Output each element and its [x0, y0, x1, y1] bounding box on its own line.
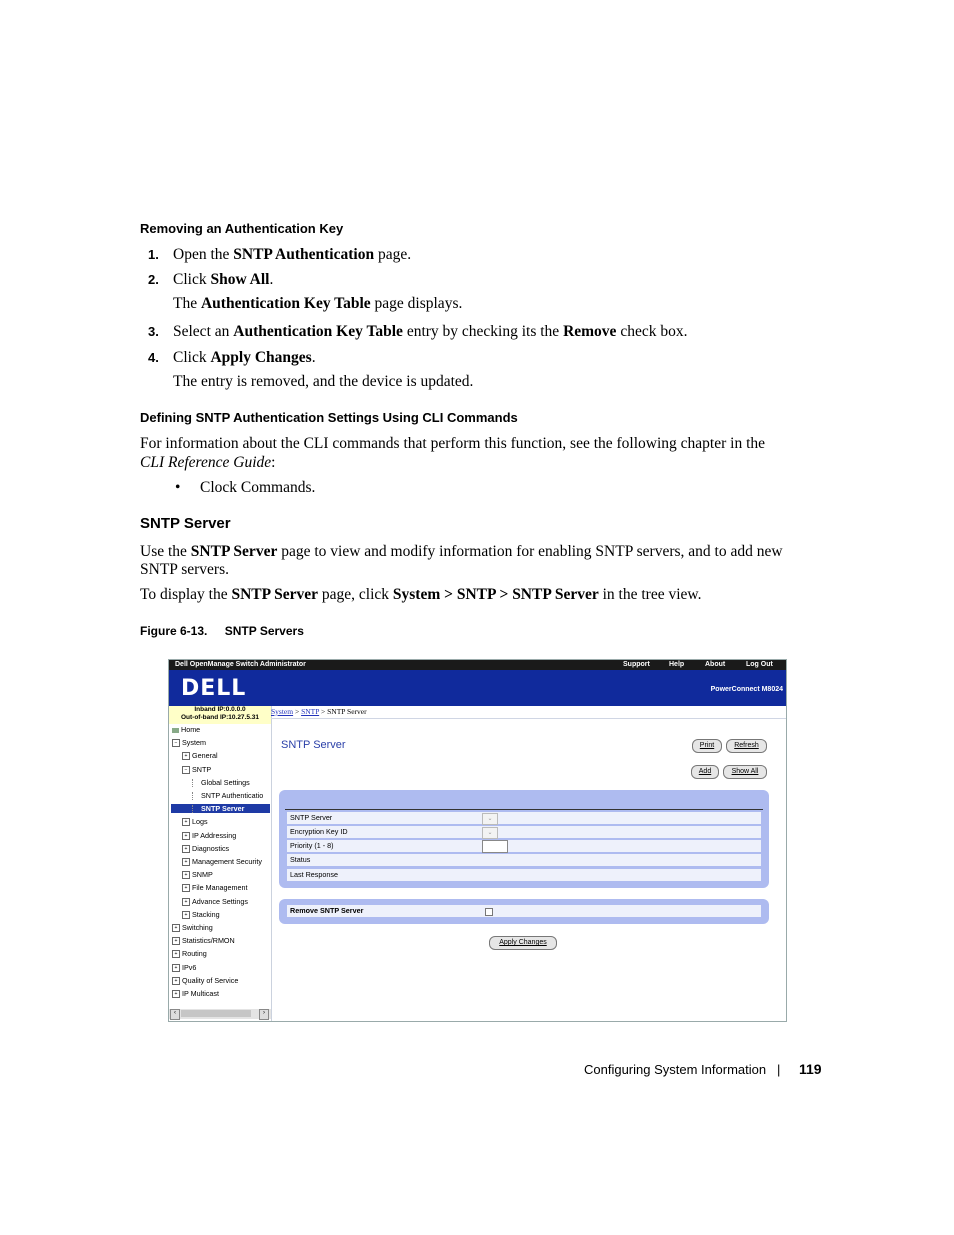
tree-item[interactable]	[182, 765, 211, 774]
tree-item-label: Global Settings	[201, 777, 250, 787]
bullet-item	[175, 478, 316, 497]
tree-item-label: SNMP	[192, 870, 213, 880]
step-4-note: The entry is removed, and the device is updated.	[173, 373, 474, 390]
expand-icon[interactable]: +	[182, 832, 190, 840]
step-number: 2.	[148, 272, 159, 287]
tree-item[interactable]	[172, 725, 200, 734]
step-bold: Show All	[210, 271, 270, 288]
figure-label: Figure 6-13.	[140, 624, 208, 638]
scroll-right-icon[interactable]: ›	[259, 1009, 269, 1020]
tree-item-label: IPv6	[182, 962, 197, 972]
step-bold: Authentication Key Table	[233, 323, 403, 340]
collapse-icon[interactable]: −	[172, 739, 180, 747]
tree-item-label: IP Multicast	[182, 989, 220, 998]
expand-icon[interactable]: +	[172, 924, 180, 932]
sntp-server-select[interactable]: ⌄	[482, 813, 498, 825]
tree-item-label: Statistics/RMON	[182, 936, 235, 946]
remove-row	[287, 905, 761, 917]
scroll-left-icon[interactable]: ‹	[170, 1009, 180, 1020]
tree-item[interactable]	[182, 883, 248, 892]
support-link[interactable]: Support	[623, 661, 650, 668]
tree-item-label: System	[182, 738, 206, 748]
tree-item[interactable]	[182, 910, 220, 919]
sntp-server-screenshot	[168, 659, 787, 1022]
server-paragraph-line1	[140, 542, 783, 561]
step-number: 3.	[148, 324, 159, 339]
dell-logo: DELL	[181, 676, 247, 701]
tree-item-label: Management Security	[192, 857, 262, 866]
heading-removing-key: Removing an Authentication Key	[140, 221, 344, 236]
tree-item[interactable]	[172, 989, 219, 998]
oob-ip: Out-of-band IP:10.27.5.31	[180, 714, 260, 721]
step-2	[148, 270, 274, 289]
step-4	[148, 348, 316, 367]
tree-item[interactable]	[182, 817, 208, 826]
crumb-system-link[interactable]: System	[271, 707, 294, 716]
field-row	[287, 840, 761, 852]
tree-item[interactable]	[192, 778, 250, 787]
tree-item-label: IP Addressing	[192, 830, 237, 840]
add-button[interactable]: Add	[691, 765, 719, 779]
heading-defining-cli: Defining SNTP Authentication Settings Using CLI Commands	[140, 410, 518, 425]
para-text: in the tree view.	[598, 586, 702, 603]
step-bold: Apply Changes	[210, 349, 312, 366]
logout-link[interactable]: Log Out	[746, 661, 773, 668]
field-label: SNTP Server	[290, 813, 333, 822]
print-button[interactable]: Print	[692, 739, 722, 753]
home-icon	[172, 728, 179, 733]
dell-banner	[169, 670, 786, 706]
field-label: Last Response	[290, 870, 338, 879]
expand-icon[interactable]: +	[182, 884, 190, 892]
cli-paragraph-line1: For information about the CLI commands that perform this function, see the following chapter in the	[140, 435, 766, 452]
display-instructions	[140, 585, 701, 604]
expand-icon[interactable]: +	[172, 950, 180, 958]
expand-icon[interactable]: +	[182, 858, 190, 866]
server-paragraph-line2: SNTP servers.	[140, 561, 229, 578]
about-link[interactable]: About	[705, 661, 726, 668]
tree-item-label: Routing	[182, 949, 207, 959]
step-text: entry by checking its the	[402, 323, 564, 340]
top-bar	[169, 660, 786, 670]
remove-label: Remove SNTP Server	[290, 906, 364, 915]
step-text: Select an	[173, 323, 234, 340]
expand-icon[interactable]: +	[182, 752, 190, 760]
app-title: Dell OpenManage Switch Administrator	[175, 661, 306, 668]
field-label: Priority (1 - 8)	[290, 841, 334, 850]
priority-input[interactable]	[482, 840, 508, 853]
tree-sidebar	[169, 706, 272, 1021]
tree-branch-icon	[192, 805, 199, 813]
expand-icon[interactable]: +	[182, 911, 190, 919]
tree-item-label: Switching	[182, 923, 213, 932]
tree-item-label: Quality of Service	[182, 975, 239, 985]
show-all-button[interactable]: Show All	[723, 765, 767, 779]
tree-branch-icon	[192, 779, 199, 787]
cli-paragraph-line2	[140, 453, 275, 472]
field-label: Encryption Key ID	[290, 827, 348, 836]
field-row	[287, 826, 761, 838]
note-text: page displays.	[370, 295, 463, 312]
ip-info	[169, 706, 271, 724]
expand-icon[interactable]: +	[182, 818, 190, 826]
para-bold: SNTP Server	[231, 586, 319, 603]
heading-sntp-server: SNTP Server	[140, 515, 231, 532]
step-2-note	[173, 294, 462, 313]
tree-item[interactable]	[182, 857, 262, 866]
sntp-server-panel	[279, 790, 769, 888]
tree-item[interactable]	[182, 751, 218, 760]
step-1	[148, 245, 412, 264]
product-name: PowerConnect M8024	[710, 686, 783, 693]
tree-item-label: General	[192, 751, 218, 761]
step-text: check box.	[616, 323, 688, 340]
field-row	[287, 854, 761, 866]
tree-item-label: Stacking	[192, 909, 220, 919]
step-text: Click	[173, 271, 211, 288]
page-title: SNTP Server	[281, 739, 346, 751]
expand-icon[interactable]: +	[172, 990, 180, 998]
tree-item-label: Diagnostics	[192, 843, 230, 853]
tree-item[interactable]	[182, 831, 236, 840]
apply-changes-button[interactable]: Apply Changes	[489, 936, 557, 950]
step-number: 4.	[148, 350, 159, 365]
para-bold: System > SNTP > SNTP Server	[392, 586, 599, 603]
step-3	[148, 322, 688, 341]
tree-item-label: File Management	[192, 883, 248, 893]
tree-item-label: Home	[181, 725, 201, 734]
tree-item[interactable]	[172, 923, 213, 932]
bullet-glyph: •	[175, 479, 181, 496]
note-bold: Authentication Key Table	[200, 295, 371, 312]
refresh-button[interactable]: Refresh	[726, 739, 767, 753]
tree-branch-icon	[192, 792, 199, 800]
scroll-thumb[interactable]	[181, 1010, 251, 1017]
tree-item-label: SNTP Server	[201, 804, 245, 814]
expand-icon[interactable]: +	[172, 977, 180, 985]
step-text: .	[269, 271, 274, 288]
expand-icon[interactable]: +	[182, 845, 190, 853]
collapse-icon[interactable]: −	[182, 766, 190, 774]
step-text: Click	[173, 349, 211, 366]
tree-item-label: Advance Settings	[192, 896, 248, 906]
note-text: The	[173, 295, 201, 312]
tree-item-label: SNTP Authenticatio	[201, 791, 264, 800]
panel-divider	[285, 809, 763, 810]
tree-item[interactable]	[192, 791, 263, 800]
page-number: 119	[799, 1061, 822, 1077]
tree-item[interactable]	[172, 963, 196, 972]
tree-item-label: Logs	[192, 817, 208, 827]
tree-item[interactable]	[172, 936, 235, 945]
tree-item-label: SNTP	[192, 764, 212, 774]
main-pane	[271, 706, 786, 1021]
colon: :	[271, 454, 276, 471]
tree-item[interactable]	[182, 897, 248, 906]
tree-item[interactable]	[172, 738, 206, 747]
figure-caption	[140, 624, 304, 638]
step-bold: Remove	[563, 323, 617, 340]
step-text: .	[311, 349, 316, 366]
footer-section: Configuring System Information	[584, 1062, 767, 1077]
tree-item[interactable]	[172, 976, 238, 985]
expand-icon[interactable]: +	[182, 898, 190, 906]
field-label: Status	[290, 855, 311, 864]
help-link[interactable]: Help	[669, 661, 685, 668]
crumb-sntp-link[interactable]: SNTP	[301, 707, 320, 716]
tree-item[interactable]	[182, 844, 229, 853]
expand-icon[interactable]: +	[172, 964, 180, 972]
cli-reference-guide: CLI Reference Guide	[140, 454, 272, 471]
step-number: 1.	[148, 247, 159, 262]
figure-title: SNTP Servers	[224, 624, 304, 638]
breadcrumb	[271, 706, 786, 719]
expand-icon[interactable]: +	[172, 937, 180, 945]
para-text: Use the	[140, 543, 191, 560]
expand-icon[interactable]: +	[182, 871, 190, 879]
para-text: page, click	[318, 586, 393, 603]
footer-separator: |	[777, 1062, 781, 1077]
para-text: page to view and modify information for enabling SNTP servers, and to add new	[277, 543, 783, 560]
crumb-current: > SNTP Server	[319, 707, 367, 716]
field-row	[287, 812, 761, 824]
bullet-text: Clock Commands.	[200, 479, 316, 496]
para-text: To display the	[140, 586, 232, 603]
tree-item[interactable]	[172, 949, 207, 958]
step-bold: SNTP Authentication	[233, 246, 375, 263]
crumb-sep: >	[293, 707, 302, 716]
tree-item[interactable]	[182, 870, 213, 879]
tree-item[interactable]	[171, 804, 270, 813]
inband-ip: Inband IP:0.0.0.0	[194, 706, 246, 713]
horizontal-scrollbar[interactable]	[169, 1009, 271, 1019]
remove-checkbox[interactable]	[485, 908, 493, 916]
para-bold: SNTP Server	[190, 543, 278, 560]
remove-panel	[279, 899, 769, 924]
field-row	[287, 869, 761, 881]
step-text: page.	[374, 246, 412, 263]
step-text: Open the	[173, 246, 234, 263]
encryption-key-select[interactable]: ⌄	[482, 827, 498, 839]
